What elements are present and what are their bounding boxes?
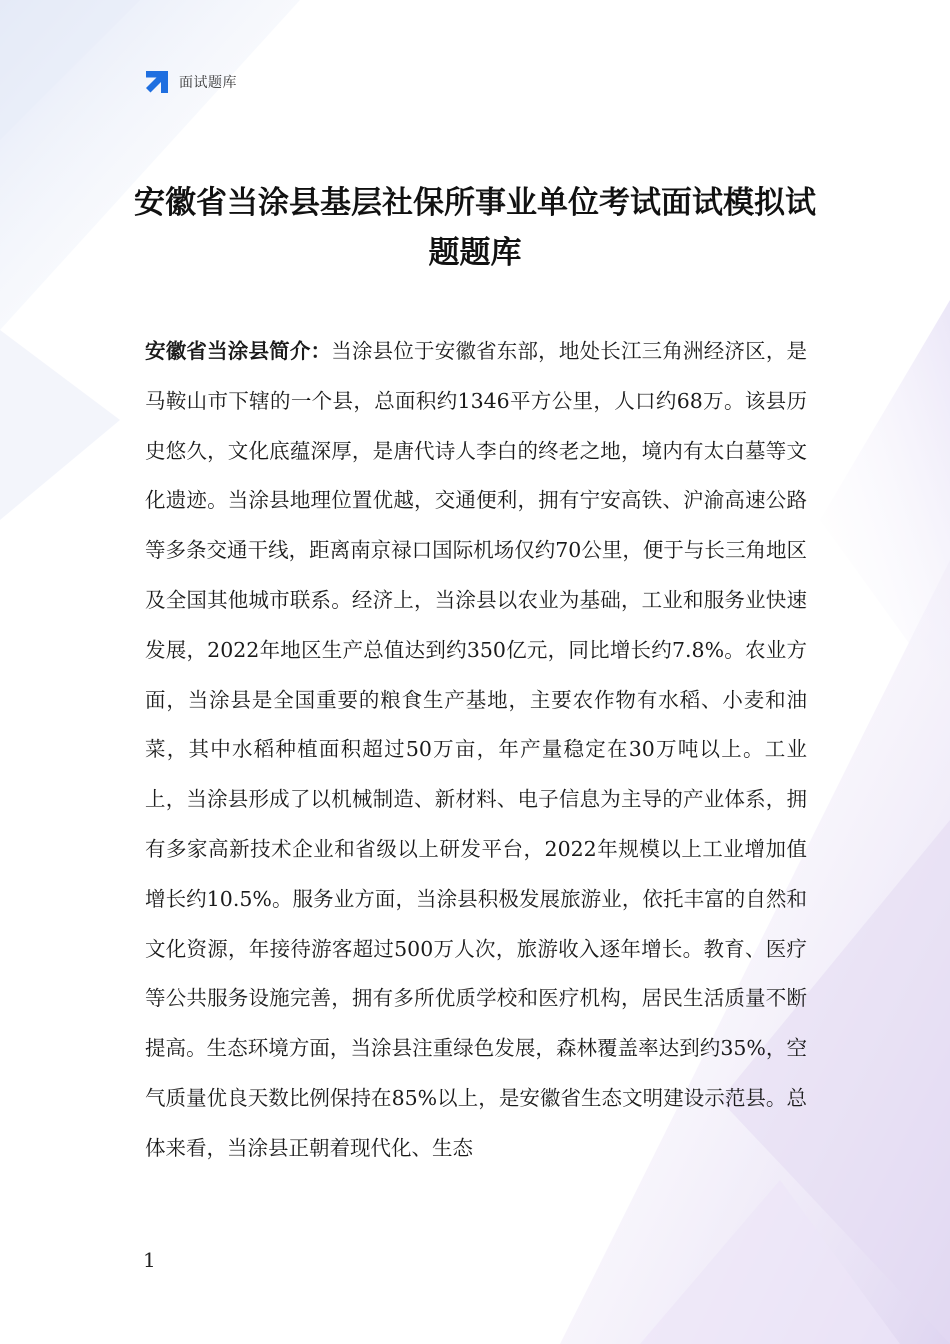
intro-paragraph — [145, 327, 807, 1174]
header — [143, 68, 237, 96]
intro-text: 当涂县位于安徽省东部，地处长江三角洲经济区，是马鞍山市下辖的一个县，总面积约1346平方公里，人口约68万。该县历史悠久，文化底蕴深厚，是唐代诗人李白的终老之地，境内有太白墓等文化遗迹。当涂县地理位置优越，交通便利，拥有宁安高铁、沪渝高速公路等多条交通干线，距离南京禄口国际机场仅约70公里，便于与长三角地区及全国其他城市联系。经济上，当涂县以农业为基础，工业和服务业快速发展，2022年地区生产总值达到约350亿元，同比增长约7.8%。农业方面，当涂县是全国重要的粮食生产基地，主要农作物有水稻、小麦和油菜，其中水稻种植面积超过50万亩，年产量稳定在30万吨以上。工业上，当涂县形成了以机械制造、新材料、电子信息为主导的产业体系，拥有多家高新技术企业和省级以上研发平台，2022年规模以上工业增加值增长约10.5%。服务业方面，当涂县积极发展旅游业，依托丰富的自然和文化资源，年接待游客超过500万人次，旅游收入逐年增长。教育、医疗等公共服务设施完善，拥有多所优质学校和医疗机构，居民生活质量不断提高。生态环境方面，当涂县注重绿色发展，森林覆盖率达到约35%，空气质量优良天数比例保持在85%以上，是安徽省生态文明建设示范县。总体来看，当涂县正朝着现代化、生态 — [145, 339, 808, 1160]
header-label: 面试题库 — [179, 75, 237, 91]
intro-lead: 安徽省当涂县简介： — [145, 339, 332, 363]
arrow-logo-icon — [143, 68, 171, 96]
page-title: 安徽省当涂县基层社保所事业单位考试面试模拟试题题库 — [134, 185, 816, 271]
page-number: 1 — [143, 1248, 156, 1272]
